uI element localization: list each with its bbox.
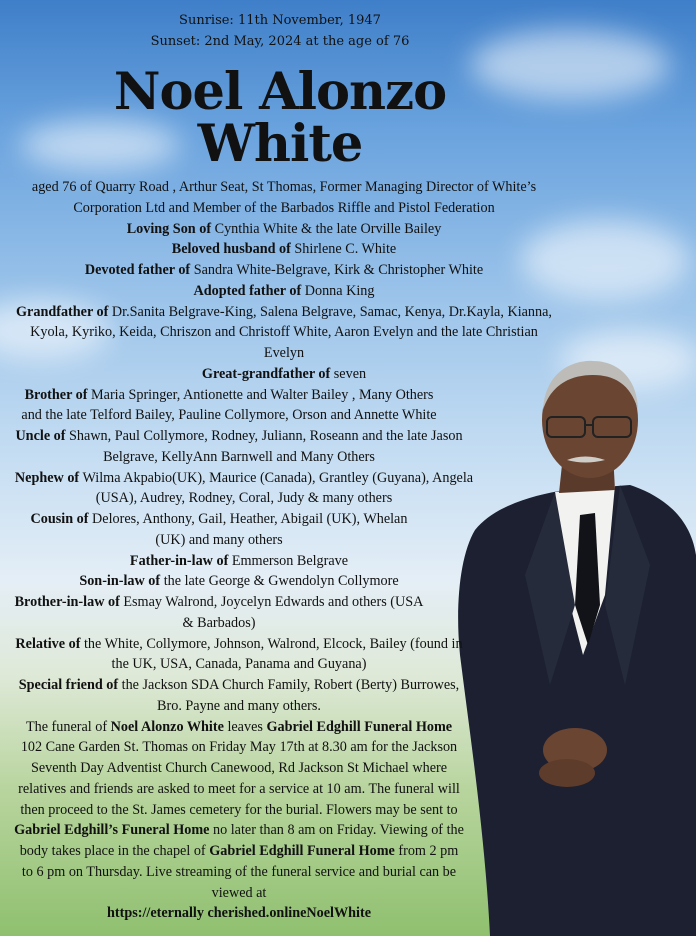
relation-text: Cynthia White & the late Orville Bailey [211,220,442,237]
relation-text: the late George & Gwendolyn Collymore [160,573,399,590]
deceased-name-line1: Noel Alonzo [113,62,447,122]
relation-label: Cousin of [30,511,89,527]
relation-line [14,426,554,468]
relation-line [14,302,554,364]
funeral-text: no later than 8 am on Friday. Viewing of the body takes place in the chapel of [19,822,464,859]
relation-line [14,260,554,281]
relation-text: Shirlene C. White [290,241,397,258]
relation-label: Nephew of [14,469,80,486]
relation-label: Beloved husband of [171,241,291,258]
funeral-text: 102 Cane Garden St. Thomas on Friday May 17th at 8.30 am for the Jackson Seventh Day Adventist Church Canewood, Rd Jackson St Michael where relatives and friends are asked to meet for a service at 10 am. The funeral will then proceed to the St. James cemetery for the burial. Flowers may be sent to [18,739,460,818]
obituary-body [14,177,554,924]
relation-line [14,468,554,510]
relation-text: seven [330,365,367,382]
relation-label: Brother-in-law of [14,594,120,610]
stream-url: https://eternally cherished.onlineNoelWhite [106,905,372,922]
relation-label: Uncle of [15,428,66,444]
relation-line [14,634,554,676]
relation-text: Shawn, Paul Collymore, Rodney, Juliann, Roseann and the late Jason Belgrave, KellyAnn Barnwell and Many Others [65,428,463,465]
funeral-home-name: Gabriel Edghill Funeral Home [266,718,453,735]
funeral-bold: Noel Alonzo White [110,718,224,735]
relation-text: Sandra White-Belgrave, Kirk & Christopher White [190,262,484,278]
funeral-home-name: Gabriel Edghill Funeral Home [209,843,395,859]
relation-text: the Jackson SDA Church Family, Robert (Berty) Burrowes, Bro. Payne and many others. [118,677,460,714]
relation-text: Maria Springer, Antionette and Walter Bailey , Many Others and the late Telford Bailey, Pauline Collymore, Orson and Annette White [21,386,437,424]
relation-label: Relative of [15,635,81,652]
stream-line [14,903,554,924]
relation-line [14,675,554,717]
relation-label: Special friend of [18,677,119,693]
relation-text: Donna King [301,282,375,299]
relation-label: Brother of [24,386,88,403]
relation-line [14,551,554,572]
relation-label: Son-in-law of [79,573,161,590]
relation-line [14,219,554,240]
relation-text: Delores, Anthony, Gail, Heather, Abigail (UK), Whelan (UK) and many others [88,511,408,548]
relation-line [14,385,554,427]
relation-label: Loving Son of [126,220,212,237]
intro-text: aged 76 of Quarry Road , Arthur Seat, St Thomas, Former Managing Director of White’s Corporation Ltd and Member of the Barbados Riffle and Pistol Federation [31,179,537,216]
relation-line [14,364,554,385]
funeral-details [14,717,554,904]
relation-label: Great-grandfather of [201,365,331,382]
funeral-text: The funeral of [25,718,111,735]
relation-text: Wilma Akpabio(UK), Maurice (Canada), Grantley (Guyana), Angela (USA), Audrey, Rodney, Coral, Judy & many others [79,469,474,507]
funeral-text: leaves [223,718,267,735]
relation-label: Grandfather of [16,303,109,320]
relation-text: Dr.Sanita Belgrave-King, Salena Belgrave, Samac, Kenya, Dr.Kayla, Kianna, Kyola, Kyriko, Keida, Chriszon and Christoff White, Aaron Evelyn and the late Christian Evelyn [30,303,552,361]
deceased-name-line2: White [197,114,363,174]
relation-text: Esmay Walrond, Joycelyn Edwards and others (USA & Barbados) [119,594,424,631]
sunrise-date: Sunrise: 11th November, 1947 [179,13,381,28]
relation-text: Emmerson Belgrave [228,552,349,569]
funeral-home-name: Gabriel Edghill’s Funeral Home [14,822,210,839]
relation-text: the White, Collymore, Johnson, Walrond, Elcock, Bailey (found in the UK, USA, Canada, Panama and Guyana) [80,635,463,673]
relation-line [14,592,554,634]
relation-line [14,509,554,551]
funeral-text: from 2 pm to 6 pm on Thursday. Live streaming of the funeral service and burial can be viewed at [21,843,459,901]
relation-line [14,239,554,260]
relation-line [14,571,554,592]
relation-label: Adopted father of [193,282,302,299]
sunset-date: Sunset: 2nd May, 2024 at the age of 76 [150,34,410,49]
relation-label: Father-in-law of [129,552,229,569]
relation-line [14,281,554,302]
relation-label: Devoted father of [84,262,191,278]
